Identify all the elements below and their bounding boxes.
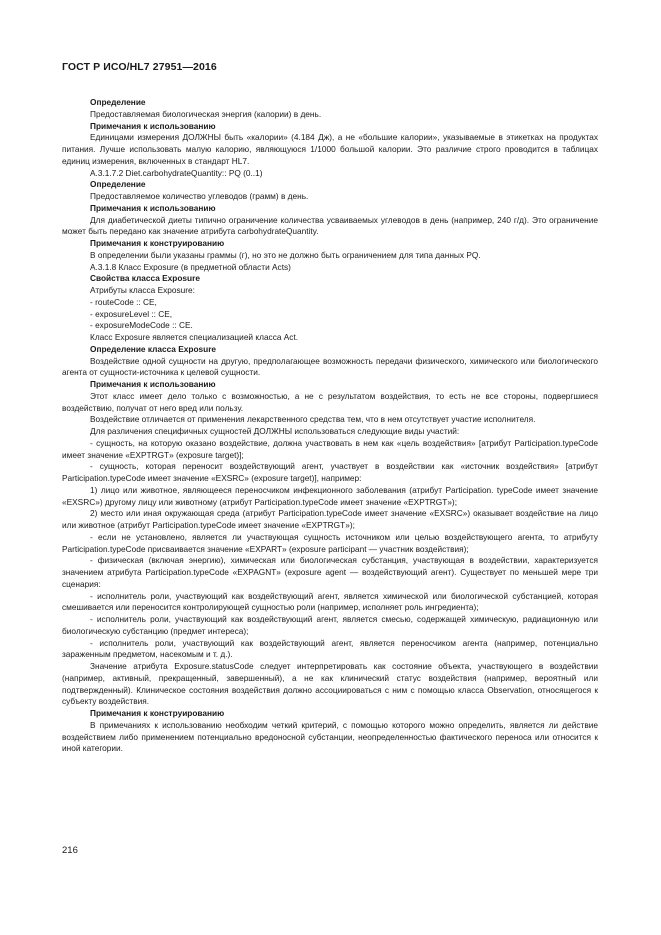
document-body xyxy=(62,97,598,755)
paragraph: - exposureModeCode :: CE. xyxy=(90,320,193,331)
paragraph: - физическая (включая энергию), химическая или биологическая субстанция, участвующая в воздействии, характеризуется значением атрибута Participation.typeCode «EXPAGNT» (exposure agent — воздействующий агент). Существует по меньшей мере три сценария: xyxy=(62,555,598,589)
paragraph: - исполнитель роли, участвующий как воздействующий агент, является химической или биологической субстанцией, которая смешивается или переносится контролирующей сущностью роли (например, исполняет роль ингредиента); xyxy=(62,590,598,613)
paragraph: Для различения специфичных сущностей ДОЛЖНЫ использоваться следующие виды участий: xyxy=(90,426,460,436)
paragraph: Этот класс имеет дело только с возможностью, а не с результатом воздействия, то есть не все стороны, подвергшиеся воздействию, получат от него вред или пользу. xyxy=(62,390,598,413)
section-heading: Примечания к использованию xyxy=(90,120,216,131)
section-heading: Свойства класса Exposure xyxy=(90,273,200,284)
section-heading: Определение xyxy=(90,97,146,107)
paragraph: - routeCode :: CE, xyxy=(90,296,157,307)
paragraph: Воздействие отличается от применения лекарственного средства тем, что в нем отсутствует участие исполнителя. xyxy=(90,414,536,425)
paragraph: Воздействие одной сущности на другую, предполагающее возможность передачи физического, химического или биологического агента от сущности-источника к целевой сущности. xyxy=(62,355,598,378)
section-heading: Определение xyxy=(90,179,146,190)
paragraph: Предоставляемая биологическая энергия (калории) в день. xyxy=(90,108,322,119)
paragraph: A.3.1.8 Класс Exposure (в предметной области Acts) xyxy=(90,261,291,272)
paragraph: - исполнитель роли, участвующий как воздействующий агент, является переносчиком агента (например, потенциально зараженным предметом, насекомым и т. д.). xyxy=(62,637,598,660)
paragraph: A.3.1.7.2 Diet.carbohydrateQuantity:: PQ (0..1) xyxy=(90,167,263,178)
paragraph: - сущность, которая переносит воздействующий агент, участвует в воздействии как «источник воздействия» [атрибут Participation.typeCode имеет значение «EXSRC» (exposure target)], например: xyxy=(62,461,598,483)
paragraph: Класс Exposure является специализацией класса Act. xyxy=(90,332,299,342)
paragraph: Единицами измерения ДОЛЖНЫ быть «калории» (4.184 Дж), а не «большие калории», указываемые в этикетках на продуктах питания. Лучше использовать малую калорию, являющуюся 1/1000 большой калории. Это различие строго проводится в таблицах единиц измерения, включенных в стандарт HL7. xyxy=(62,132,598,166)
paragraph: Значение атрибута Exposure.statusCode следует интерпретировать как состояние объекта, участвующего в воздействии (например, активный, прекращенный, завершенный), а не как клинический статус воздействия (например, вероятный или подтвержденный). Клиническое состояния воздействия должно ассоциироваться с ним с помощью класса Observation, относящегося к субъекту воздействия. xyxy=(62,661,598,707)
section-heading: Примечания к использованию xyxy=(90,202,216,213)
section-heading: Примечания к использованию xyxy=(90,379,216,389)
paragraph: - если не установлено, является ли участвующая сущность источником или целью воздействующего агента, то атрибуту Participation.typeCode присваивается значение «EXPART» (exposure participant — участник воздействия); xyxy=(62,531,598,554)
page-number: 216 xyxy=(62,845,78,856)
section-heading: Примечания к конструированию xyxy=(90,708,225,718)
paragraph: В примечаниях к использованию необходим четкий критерий, с помощью которого можно определить, является ли действие воздействием либо применением потенциально вредоносной субстанции, неопределенностью фактического переноса или относится к иной категории. xyxy=(62,719,598,754)
paragraph: 1) лицо или животное, являющееся переносчиком инфекционного заболевания (атрибут Participation. typeCode имеет значение «EXSRC») другому лицу или животному (атрибут Participation.typeCode имеет значение «EXPTRGT»); xyxy=(62,484,598,507)
document-header: ГОСТ Р ИСО/HL7 27951—2016 xyxy=(62,61,217,73)
paragraph: В определении были указаны граммы (г), но это не должно быть ограничением для типа данных PQ. xyxy=(90,249,481,260)
paragraph: 2) место или иная окружающая среда (атрибут Participation.typeCode имеет значение «EXSRC») оказывает воздействие на лицо или животное (атрибут Participation.typeCode имеет значение «EXPTRGT»); xyxy=(62,508,598,530)
paragraph: - сущность, на которую оказано воздействие, должна участвовать в нем как «цель воздействия» [атрибут Participation.typeCode имеет значение «EXPTRGT» (exposure target)]; xyxy=(62,437,598,460)
paragraph: Атрибуты класса Exposure: xyxy=(90,285,195,295)
paragraph: - exposureLevel :: CE, xyxy=(90,308,173,319)
paragraph: - исполнитель роли, участвующий как воздействующий агент, является смесью, содержащей химическую, радиационную или биологическую субстанцию (предмет интереса); xyxy=(62,614,598,636)
section-heading: Определение класса Exposure xyxy=(90,343,217,354)
paragraph: Для диабетической диеты типично ограничение количества усваиваемых углеводов в день (например, 240 г/д). Это ограничение может быть передано как значение атрибута carbohydrateQuantity. xyxy=(62,214,598,237)
paragraph: Предоставляемое количество углеводов (грамм) в день. xyxy=(90,191,309,201)
section-heading: Примечания к конструированию xyxy=(90,238,225,248)
